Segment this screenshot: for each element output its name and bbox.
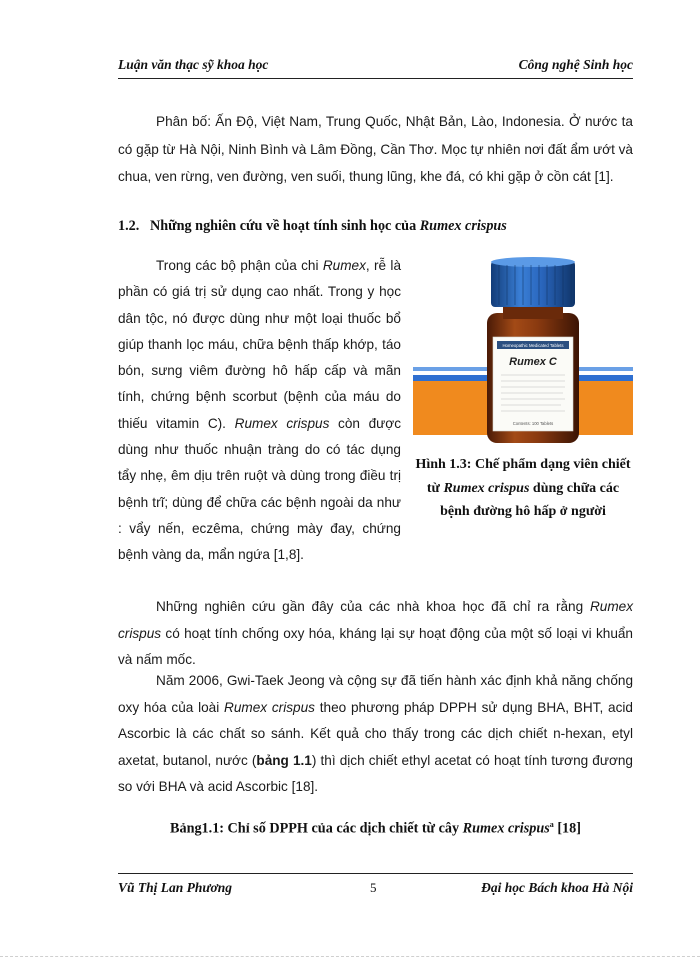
text-run: Năm 2006, Gwi-Taek Jeong và cộng sự đã tiến hành xác định khả năng chống oxy hóa của loài [118,673,633,715]
text-run: Những nghiên cứu gần đây của các nhà khoa học đã chỉ ra rằng [156,599,590,614]
caption-species: Rumex crispus [443,480,530,496]
caption-text-end: dùng chữa các bệnh đường hô hấp ở người [440,480,620,519]
text-run: có hoạt tính chống oxy hóa, kháng lại sự hoạt động của một số loại vi khuẩn và nấm mốc. [118,625,633,667]
section-title-species: Rumex crispus [419,218,507,234]
header-divider [118,78,633,79]
footer-author: Vũ Thị Lan Phương [118,880,232,895]
section-heading [118,218,633,235]
table-title-species: Rumex crispus [462,820,550,837]
species-name: Rumex crispus [224,699,315,715]
section-number: 1.2. [118,218,140,234]
species-name: Rumex crispus [118,599,633,641]
distribution-paragraph: Phân bố: Ấn Độ, Việt Nam, Trung Quốc, Nhật Bản, Lào, Indonesia. Ở nước ta có gặp từ Hà Nội, Ninh Bình và Lâm Đồng, Cần Thơ. Mọc tự nhiên nơi đất ẩm ướt và chua, ven rừng, ven đường, ven suối, thung lũng, khe đá, có khi gặp ở cồn cát [1]. [118,114,633,184]
page-header [118,57,633,75]
table-title-text: Bảng1.1: Chỉ số DPPH của các dịch chiết từ cây [170,820,463,837]
bottle-cap [491,261,575,307]
table-reference: bảng 1.1 [256,752,312,768]
table-title [118,820,633,838]
uses-paragraph [118,253,401,569]
page-footer [118,880,633,898]
genus-name: Rumex [322,258,366,273]
table-title-reference: [18] [553,820,581,837]
text-run: theo phương pháp DPPH sử dụng BHA, BHT, acid Ascorbic là các chất so sánh. Kết quả cho thấy trong các dịch chiết n-hexan, etyl axetat, butanol, nước ( [118,699,633,768]
text-run: Trong các bộ phận của chi [156,258,323,273]
bottle-label [493,337,573,431]
figure-caption [413,453,633,524]
header-field: Công nghệ Sinh học [518,57,633,72]
dpph-study-paragraph [118,668,633,801]
footer-institution: Đại học Bách khoa Hà Nội [481,880,633,895]
text-run: , rễ là phần có giá trị sử dụng cao nhất. Trong y học dân tộc, nó được dùng như một loại thuốc bổ giúp thanh lọc máu, chữa bệnh thấp khớp, táo bón, sưng viêm đường hô hấp cấp và mãn tính, chứng bệnh scorbut (bệnh của máu do thiếu vitamin C). [118,258,402,431]
text-run: ) thì dịch chiết ethyl acetat có hoạt tính tương đương so với BHA và acid Ascorbic [18]. [118,752,633,794]
footer-divider [118,873,633,874]
header-thesis-type: Luận văn thạc sỹ khoa học [118,57,269,72]
label-product-name: Rumex C [509,356,557,368]
species-name: Rumex crispus [234,415,330,431]
table-title-superscript: a [549,820,554,829]
recent-research-paragraph [118,594,633,674]
label-footer-text: Contents: 100 Tablets [512,421,554,426]
caption-text: Hình 1.3: Chế phẩm dạng viên chiết từ [415,457,631,496]
label-small-text: Homeopathic Medicated Tablets [502,343,564,348]
rumex-product-photo [413,255,633,447]
page-edge [0,956,700,957]
section-title: Những nghiên cứu về hoạt tính sinh học của [150,218,420,234]
text-run: còn được dùng như thuốc nhuận tràng do có tác dụng tẩy nhẹ, êm dịu trên ruột và dùng trong điều trị bệnh trĩ; dùng để chữa các bệnh ngoài da như : vẩy nến, eczêma, chứng mày đay, chứng bệnh vàng da, mẩn ngứa [1,8]. [118,415,401,563]
page-number: 5 [370,880,377,895]
